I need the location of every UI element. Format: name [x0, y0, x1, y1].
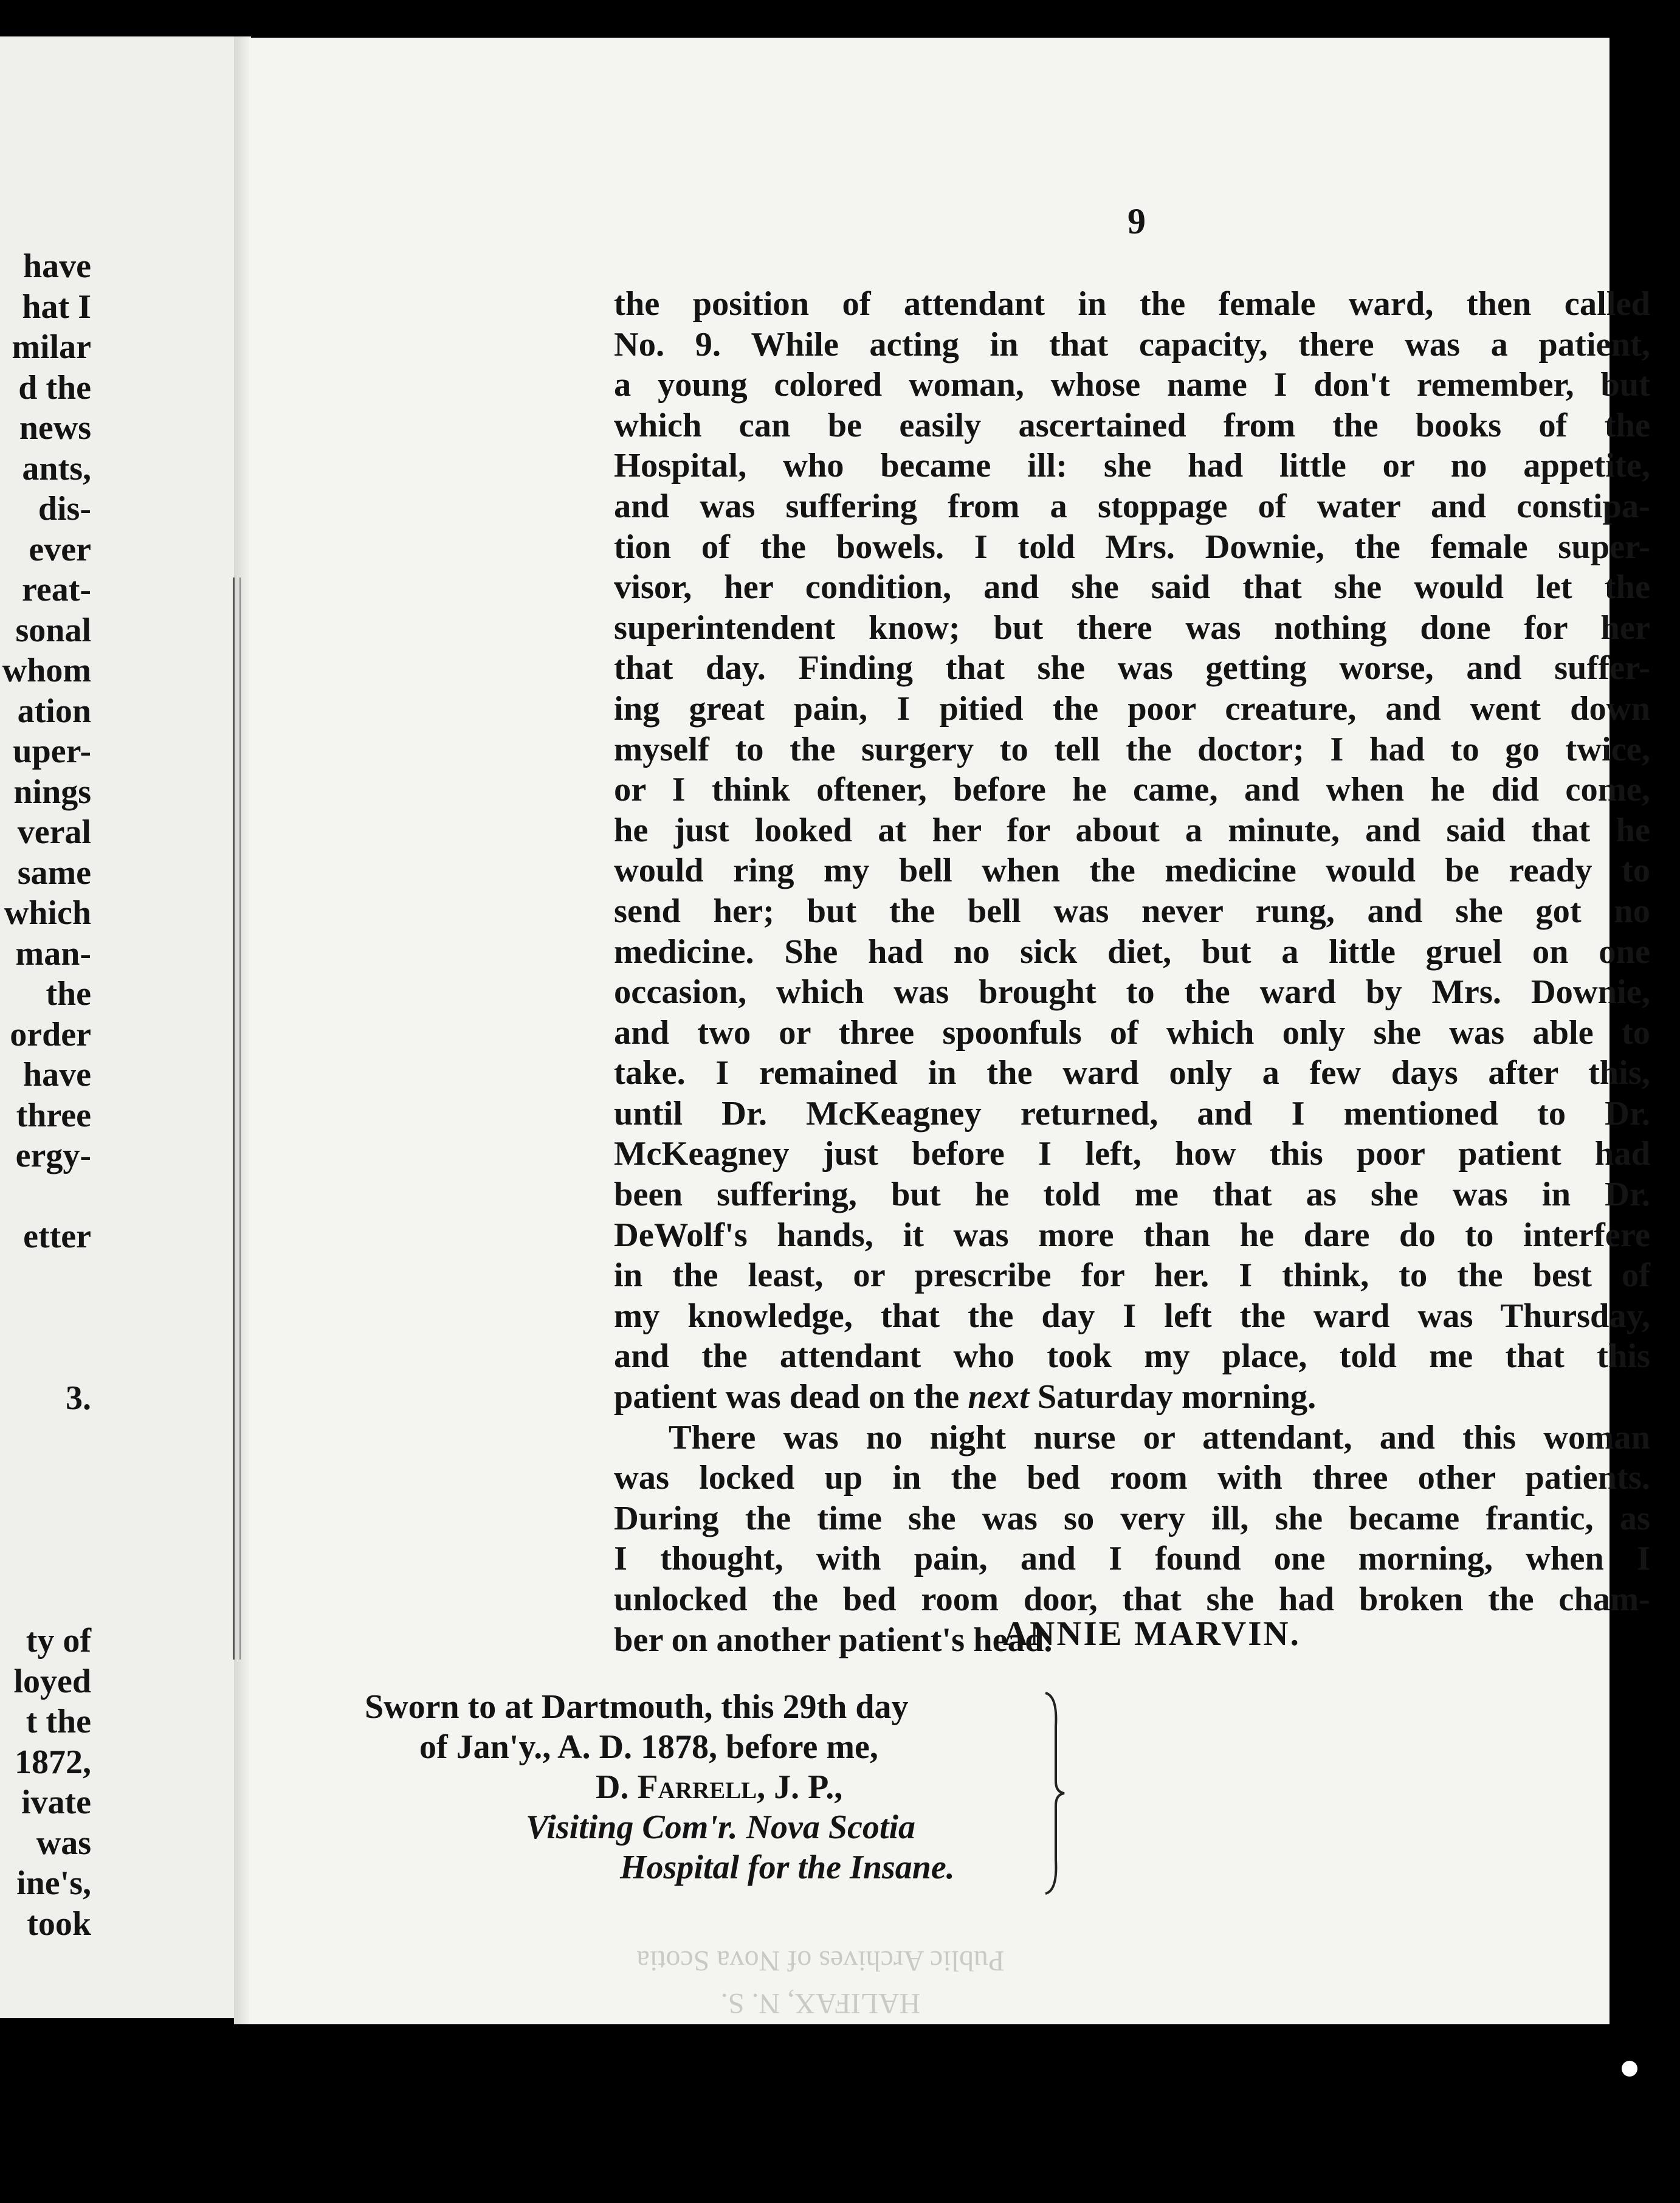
facing-page-line: which: [4, 894, 91, 932]
body-line: the position of attendant in the female ward, then called: [614, 285, 1650, 323]
facing-page-line: man-: [15, 934, 91, 973]
body-line: would ring my bell when the medicine would be ready to: [614, 852, 1650, 890]
facing-page-line: [0, 1338, 91, 1379]
body-line: visor, her condition, and she said that she would let the: [614, 568, 1650, 607]
facing-page-line: milar: [12, 328, 91, 366]
jurat-block: [365, 1687, 1045, 1888]
paragraph-2-last-line: ber on another patient's head.: [614, 1621, 1053, 1659]
jurat-line-4: Visiting Com'r. Nova Scotia: [526, 1808, 916, 1846]
body-line: unlocked the bed room door, that she had broken the cham-: [614, 1581, 1650, 1618]
body-line: tion of the bowels. I told Mrs. Downie, the female super-: [614, 528, 1650, 566]
body-line: in the least, or prescribe for her. I think, to the best of: [614, 1257, 1650, 1295]
facing-page-line: ine's,: [16, 1864, 91, 1902]
body-line: which can be easily ascertained from the books of the: [614, 406, 1650, 444]
body-line: and was suffering from a stoppage of water and constipa-: [614, 487, 1650, 525]
body-line: Hospital, who became ill: she had little or no appetite,: [614, 447, 1650, 485]
facing-page-line: ergy-: [15, 1137, 91, 1174]
body-line: take. I remained in the ward only a few days after this,: [614, 1054, 1650, 1092]
facing-page-line: nings: [13, 773, 91, 811]
facing-page-line: loyed: [13, 1662, 91, 1700]
facing-page-line: sonal: [15, 611, 91, 649]
body-line: superintendent know; but there was nothing done for her: [614, 608, 1650, 647]
facing-page-line: [0, 1540, 91, 1581]
body-line: been suffering, but he told me that as she was in Dr.: [614, 1176, 1650, 1214]
facing-page-line: order: [10, 1015, 91, 1053]
body-line: myself to the surgery to tell the doctor; I had to go twice,: [614, 730, 1650, 768]
text-run: patient was dead on the: [614, 1378, 968, 1416]
facing-page-line: ation: [17, 692, 91, 730]
body-line: ing great pain, I pitied the poor creature, and went down: [614, 689, 1650, 728]
facing-page-line: reat-: [22, 571, 91, 608]
facing-page-line: dis-: [38, 490, 91, 528]
facing-page-line: was: [36, 1824, 91, 1862]
body-line: send her; but the bell was never rung, and she got no: [614, 892, 1650, 930]
body-line: No. 9. While acting in that capacity, there was a patient,: [614, 325, 1650, 364]
facing-page-line: 1872,: [15, 1743, 91, 1781]
facing-page-line: uper-: [13, 733, 91, 770]
facing-page-line: [0, 1257, 91, 1298]
facing-page-line: [0, 1459, 91, 1500]
facing-page-line: hat I: [22, 288, 91, 326]
stamp-line-1: Public Archives of Nova Scotia: [636, 1945, 1005, 1977]
body-line: During the time she was so very ill, she became frantic, as: [614, 1499, 1650, 1537]
signature-name: ANNIE MARVIN.: [1003, 1615, 1301, 1653]
body-line: my knowledge, that the day I left the ward was Thursday,: [614, 1297, 1650, 1335]
facing-page-line: 3.: [66, 1379, 91, 1417]
facing-page-line: whom: [2, 652, 91, 689]
facing-page-line: [0, 1297, 91, 1338]
body-line: or I think oftener, before he came, and when he did come,: [614, 771, 1650, 809]
jurat-line-1: Sworn to at Dartmouth, this 29th day: [365, 1688, 909, 1726]
facing-page-line: d the: [18, 368, 91, 407]
facing-page-line: [0, 1581, 91, 1621]
facing-page-line: etter: [23, 1218, 91, 1255]
facing-page-line: ever: [29, 530, 91, 568]
body-line: that day. Finding that she was getting worse, and suffer-: [614, 649, 1650, 688]
facing-page-line: same: [17, 853, 91, 892]
jurat-line-5: Hospital for the Insane.: [620, 1849, 955, 1886]
body-line: and the attendant who took my place, told me that this: [614, 1337, 1650, 1376]
body-line: and two or three spoonfuls of which only she was able to: [614, 1013, 1650, 1052]
page-number: 9: [1127, 201, 1146, 241]
facing-page-line: have: [23, 247, 91, 285]
body-line: was locked up in the bed room with three other patients.: [614, 1459, 1650, 1497]
facing-page-line: took: [27, 1905, 91, 1943]
body-line: I thought, with pain, and I found one morning, when I: [614, 1540, 1650, 1578]
body-line: until Dr. McKeagney returned, and I mentioned to Dr.: [614, 1094, 1650, 1133]
facing-page-fragment: [0, 36, 234, 2018]
facing-page-line: have: [23, 1056, 91, 1094]
body-line: medicine. She had no sick diet, but a little gruel on one: [614, 933, 1650, 971]
paragraph-2: [614, 1418, 1650, 1620]
facing-page-line: veral: [17, 813, 91, 851]
facing-page-text: [0, 246, 91, 1944]
facing-page-line: [0, 1419, 91, 1460]
jurat-line-2: of Jan'y., A. D. 1878, before me,: [419, 1728, 878, 1766]
body-line: DeWolf's hands, it was more than he dare do to interfere: [614, 1216, 1650, 1254]
stamp-line-2: HALIFAX, N. S.: [720, 1987, 921, 2019]
facing-page-line: three: [16, 1096, 91, 1134]
facing-page-line: ivate: [21, 1784, 91, 1821]
facing-page-line: news: [19, 409, 91, 447]
justice-name: D. Farrell, J. P.,: [596, 1768, 843, 1806]
emphasis-word: next: [968, 1378, 1029, 1416]
paragraph-1-last-line: [614, 1377, 1650, 1418]
jurat-line-3: [365, 1767, 1045, 1807]
body-line: a young colored woman, whose name I don't remember, but: [614, 366, 1650, 404]
body-line: he just looked at her for about a minute, and said that he: [614, 811, 1650, 849]
body-text: [614, 284, 1650, 1660]
facing-page-line: the: [46, 975, 91, 1013]
facing-page-line: [0, 1500, 91, 1540]
body-line: occasion, which was brought to the ward by Mrs. Downie,: [614, 973, 1650, 1012]
scan-speck: [1622, 2061, 1637, 2077]
archive-stamp: [571, 1939, 1070, 2024]
facing-page-line: ants,: [22, 449, 91, 488]
facing-page-line: t the: [26, 1703, 91, 1740]
binding-line: [233, 577, 241, 1660]
facing-page-line: ty of: [26, 1622, 91, 1660]
body-line: There was no night nurse or attendant, and this woman: [669, 1418, 1650, 1457]
body-line: McKeagney just before I left, how this poor patient had: [614, 1135, 1650, 1173]
text-run: Saturday morning.: [1028, 1378, 1317, 1416]
jurat-brace: [1042, 1690, 1067, 1897]
facing-page-line: [0, 1176, 91, 1217]
paragraph-1: [614, 284, 1650, 1377]
